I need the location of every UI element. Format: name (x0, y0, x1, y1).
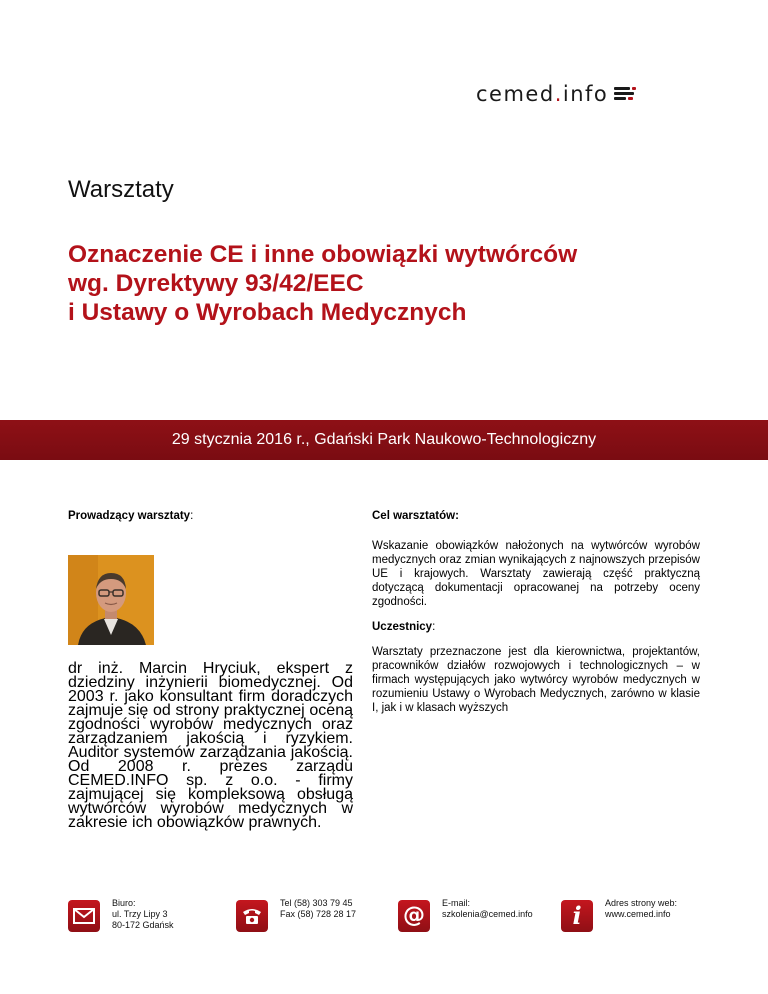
footer-office (68, 898, 174, 932)
trainer-bio (68, 662, 353, 830)
participants-heading: Uczestnicy: (372, 621, 436, 633)
goals-text: Wskazanie obowiązków nałożonych na wytwórców wyrobów medycznych oraz zmian wynikających z najnowszych przepisów UE i krajowych. Warsztaty zawierają część praktyczną dotyczącą dokumentacji opracowanej na potrzeby oceny zgodności. (372, 540, 700, 608)
goals-heading: Cel warsztatów: (372, 510, 459, 522)
participants-text: Warsztaty przeznaczone jest dla kierownictwa, projektantów, pracowników działów rozwojowych i technologicznych – w firmach występujących jako wytwórcy wyrobów medycznych w rozumieniu Ustawy o Wyrobach Medycznych, zarówno w klasie I, jak i w klasach wyższych (372, 646, 700, 714)
page-kicker: Warsztaty (68, 176, 174, 203)
logo-stripes-icon (614, 86, 636, 102)
cemed-logo (476, 82, 636, 106)
logo-dot: . (554, 82, 563, 106)
office-street: ul. Trzy Lipy 3 (112, 909, 168, 919)
page-title (68, 240, 708, 327)
footer-email (398, 898, 533, 932)
info-icon: i (561, 900, 593, 932)
mail-envelope-icon (68, 900, 100, 932)
title-line: wg. Dyrektywy 93/42/EEC (68, 270, 364, 297)
office-label: Biuro: (112, 898, 136, 908)
footer-web (561, 898, 677, 932)
contact-footer (68, 898, 708, 944)
trainer-photo (68, 555, 154, 645)
trainer-section (68, 510, 353, 522)
title-line: i Ustawy o Wyrobach Medycznych (68, 299, 467, 326)
logo-name: cemed (476, 82, 555, 106)
workshop-goals-section (372, 510, 700, 715)
footer-phone (236, 898, 356, 932)
office-city: 80-172 Gdańsk (112, 920, 174, 930)
title-line: Oznaczenie CE i inne obowiązki wytwórców (68, 241, 578, 268)
date-location-text: 29 stycznia 2016 r., Gdański Park Naukowo-Technologiczny (171, 431, 597, 448)
email-address[interactable]: szkolenia@cemed.info (442, 909, 533, 919)
at-sign-icon: @ (398, 900, 430, 932)
logo-suffix: info (562, 82, 609, 106)
date-location-band (0, 420, 768, 460)
web-address[interactable]: www.cemed.info (605, 909, 671, 919)
trainer-heading: Prowadzący warsztaty: (68, 510, 194, 522)
phone-number: Tel (58) 303 79 45 (280, 898, 353, 908)
web-label: Adres strony web: (605, 898, 678, 908)
telephone-icon (236, 900, 268, 932)
fax-number: Fax (58) 728 28 17 (280, 909, 357, 919)
email-label: E-mail: (442, 898, 471, 908)
trainer-bio-text: dr inż. Marcin Hryciuk, ekspert z dziedziny inżynierii biomedycznej. Od 2003 r. jako konsultant firm doradczych zajmuje się od strony praktycznej oceną zgodności wyrobów medycznych oraz zarządzaniem jakością i ryzykiem. Auditor systemów zarządzania jakością. Od 2008 r. prezes zarządu CEMED.INFO sp. z o.o. - firmy zajmującej się kompleksową obsługą wytwórców wyrobów medycznych w zakresie ich obowiązków prawnych. (68, 660, 353, 831)
